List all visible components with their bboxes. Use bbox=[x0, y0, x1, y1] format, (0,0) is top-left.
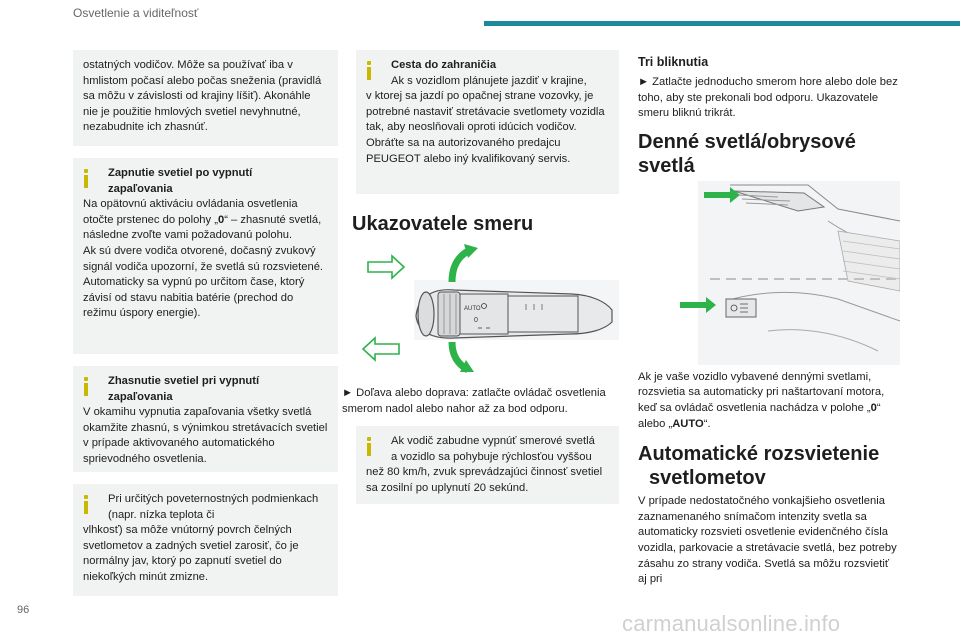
info-box-text-c: Automaticky sa vypnú po určitom čase, ktorý závisí od stavu nabitia batérie (prechod do režimu úspory energie). bbox=[83, 276, 305, 320]
info-box-condensation bbox=[73, 484, 338, 596]
info-box-text: než 80 km/h, zvuk sprevádzajúci činnosť svetiel sa zosilní po uplynutí 20 sekúnd. bbox=[366, 466, 603, 494]
daytime-lights-illustration bbox=[638, 181, 900, 365]
info-box-fog-lights bbox=[73, 50, 338, 146]
arrow-left-outline-icon bbox=[363, 338, 399, 360]
info-icon bbox=[83, 377, 89, 396]
info-box-text-b: Ak sú dvere vodiča otvorené, dočasný zvukový signál vodiča upozorní, že svetlá sú rozsvietené. bbox=[83, 244, 324, 273]
section-heading-auto-headlamps: Automatické rozsvietenie svetlometov bbox=[638, 443, 880, 490]
info-box-lead: Pri určitých poveternostných podmienkach (napr. nízka teplota či bbox=[108, 493, 319, 521]
info-box-text: V okamihu vypnutia zapaľovania všetky svetlá okamžite zhasnú, s výnimkou stretávacích svetiel v prípade aktivovaného automatického sprievodného osvetlenia. bbox=[83, 406, 328, 465]
daytime-lights-text: Ak je vaše vozidlo vybavené dennými svetlami, rozsvietia sa automaticky pri naštartovaní motora, keď sa ovládač osvetlenia nachádza v polohe „0“ alebo „AUTO“. bbox=[638, 370, 885, 430]
info-box-title-cont: zapaľovania bbox=[108, 390, 173, 403]
info-icon bbox=[83, 169, 89, 188]
turn-signal-stalk-illustration bbox=[356, 244, 619, 374]
info-box-title: Cesta do zahraničia bbox=[391, 59, 497, 71]
watermark: carmanualsonline.info bbox=[622, 611, 841, 636]
page-header-title: Osvetlenie a viditeľnosť bbox=[73, 6, 199, 20]
info-box-lead: Ak s vozidlom plánujete jazdiť v krajine, bbox=[391, 74, 587, 87]
three-blinks-instruction: ► Zatlačte jednoducho smerom hore alebo dole bez toho, aby ste prekonali bod odporu. Ukazovatele smeru bliknú trikrát. bbox=[638, 76, 898, 120]
info-box-lead: Ak vodič zabudne vypnúť smerové svetlá bbox=[391, 435, 595, 448]
info-icon bbox=[83, 495, 89, 514]
column-left bbox=[73, 50, 338, 596]
info-box-text: v ktorej sa jazdí po opačnej strane vozovky, je potrebné nastaviť stretávacie svetlomety vozidla tak, aby neoslňovali oproti idúcich vodičov. Obráťte sa na autorizovaného predajcu PEUGEOT alebo iný kvalifikovaný servis. bbox=[366, 90, 605, 165]
header-accent-bar bbox=[484, 21, 960, 26]
section-heading-turn-signals: Ukazovatele smeru bbox=[352, 213, 534, 235]
info-box-lights-after-ignition-off bbox=[73, 158, 338, 354]
stalk-label-auto: AUTO bbox=[464, 306, 481, 312]
subheading-three-blinks: Tri bliknutia bbox=[638, 55, 709, 69]
info-box-text-a: Na opätovnú aktiváciu ovládania osvetlenia otočte prstenec do polohy „0“ – zhasnuté svetlá, následne zvoľte vami požadovanú polohu. bbox=[83, 198, 322, 242]
info-box-text: vlhkosť) sa môže vnútorný povrch čelných svetlometov a zadných svetiel zarosiť, čo je normálny jav, ktorý po zapnutí svetiel do niekoľkých minút zmizne. bbox=[83, 524, 299, 583]
turn-signal-instruction: ► Doľava alebo doprava: zatlačte ovládač osvetlenia smerom nadol alebo nahor až za bod odporu. bbox=[342, 387, 606, 415]
section-heading-daytime-lights: Denné svetlá/obrysové svetlá bbox=[638, 130, 856, 177]
info-box-title-cont: zapaľovania bbox=[108, 182, 173, 195]
info-box-lights-off-ignition bbox=[73, 366, 338, 472]
info-box-travel-abroad bbox=[356, 50, 619, 194]
page-number: 96 bbox=[17, 604, 30, 616]
info-box-title: Zapnutie svetiel po vypnutí bbox=[108, 167, 253, 179]
info-box-text: ostatných vodičov. Môže sa používať iba v hmlistom počasí alebo počas sneženia (pravidlá sa môžu v závislosti od krajiny líšiť). Akonáhle nie je použitie hmlových svetiel nevyhnutné, nezabudnite ich zhasnúť. bbox=[83, 59, 322, 134]
info-box-forgotten-indicator bbox=[356, 426, 619, 504]
column-right bbox=[638, 55, 900, 588]
auto-headlamps-text: V prípade nedostatočného vonkajšieho osvetlenia zaznamenaného snímačom intenzity svetla sa automaticky rozsvieti osvetlenie evidenčného čísla vozidla, parkovacie a stretávacie svetlá, bez potreby zásahu zo strany vodiča. Svetlá sa môžu rozsvietiť aj pri bbox=[638, 495, 897, 586]
info-box-title: Zhasnutie svetiel pri vypnutí bbox=[108, 375, 260, 387]
arrow-right-outline-icon bbox=[368, 256, 404, 278]
info-box-lead-cont: a vozidlo sa pohybuje rýchlosťou vyššou bbox=[391, 450, 592, 463]
info-icon bbox=[366, 437, 372, 456]
column-middle bbox=[342, 50, 619, 504]
info-icon bbox=[366, 61, 372, 80]
stalk-label-zero: 0 bbox=[474, 317, 478, 324]
